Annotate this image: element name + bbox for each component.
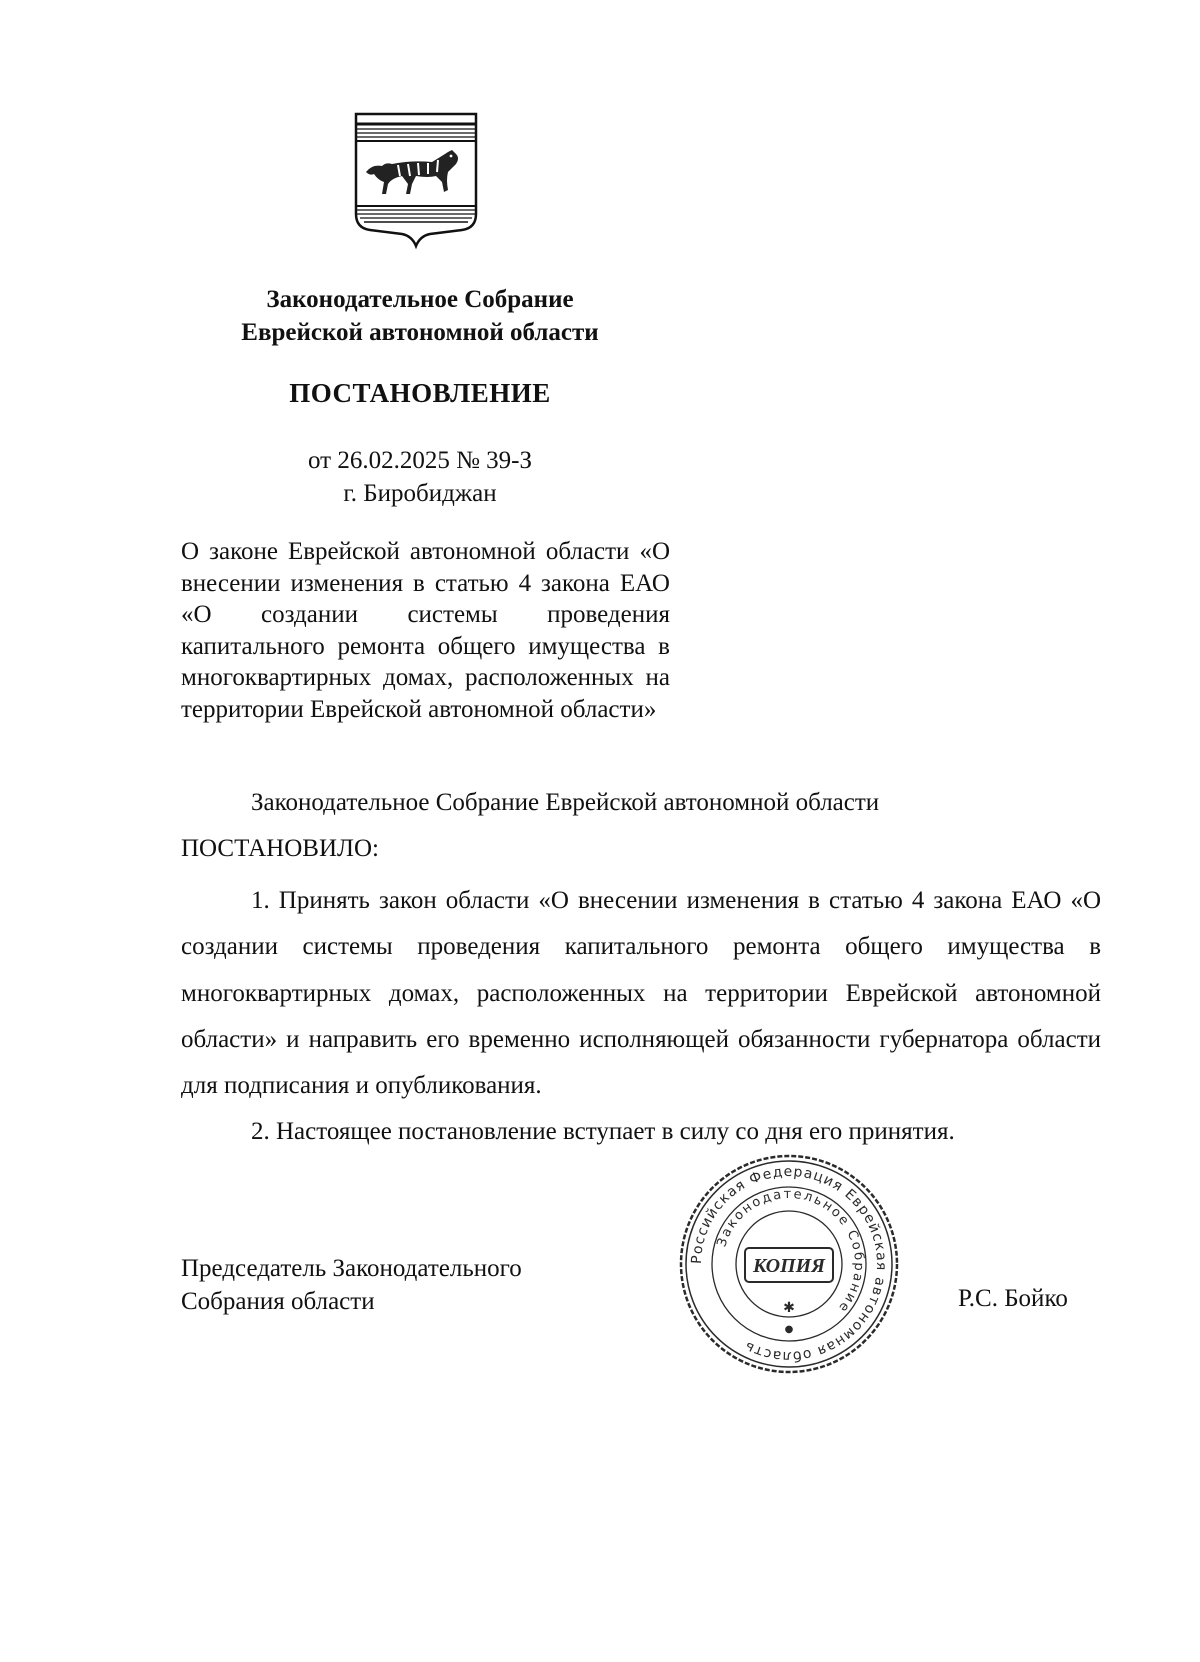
- document-subject: О законе Еврейской автономной области «О внесении изменения в статью 4 закона ЕАО «О создании системы проведения капитального ремонта общего имущества в многоквартирных домах, расположенных на территории Еврейской автономной области»: [181, 538, 670, 723]
- signer-name: Р.С. Бойко: [958, 1285, 1068, 1312]
- seal-outer-text: Российская Федерация Еврейская автономная область: [688, 1163, 890, 1365]
- resolution-item-1: 1. Принять закон области «О внесении изменения в статью 4 закона ЕАО «О создании системы проведения капитального ремонта общего имущества в многоквартирных домах, расположенных на территории Еврейской автономной области» и направить его временно исполняющей обязанности губернатора области для подписания и опубликования.: [181, 887, 1101, 1100]
- resolution-body: [181, 878, 1101, 1156]
- seal-inner-text: Законодательное Собрание: [714, 1186, 867, 1317]
- organization-title: [170, 283, 670, 349]
- seal-star-icon: ✱: [783, 1300, 795, 1316]
- organization-line-1: Законодательное Собрание: [266, 286, 574, 313]
- organization-line-2: Еврейской автономной области: [241, 319, 599, 346]
- document-place: г. Биробиджан: [343, 480, 497, 507]
- preamble-line-2: ПОСТАНОВИЛО:: [181, 835, 379, 862]
- seal-dot-icon: ●: [784, 1324, 794, 1335]
- preamble-line-1: Законодательное Собрание Еврейской автономной области: [251, 789, 880, 816]
- signer-role: [181, 1252, 601, 1318]
- document-date-number: от 26.02.2025 № 39-З: [307, 447, 533, 474]
- document-type: ПОСТАНОВЛЕНИЕ: [289, 378, 551, 408]
- signer-role-line-1: Председатель Законодательного: [181, 1255, 522, 1282]
- resolution-item-2: 2. Настоящее постановление вступает в силу со дня его принятия.: [251, 1118, 955, 1146]
- document-meta: [170, 444, 670, 510]
- seal-center-text: КОПИЯ: [753, 1255, 825, 1277]
- signer-role-line-2: Собрания области: [181, 1288, 375, 1315]
- official-seal-stamp: [673, 1148, 905, 1380]
- coat-of-arms-emblem: [352, 110, 480, 250]
